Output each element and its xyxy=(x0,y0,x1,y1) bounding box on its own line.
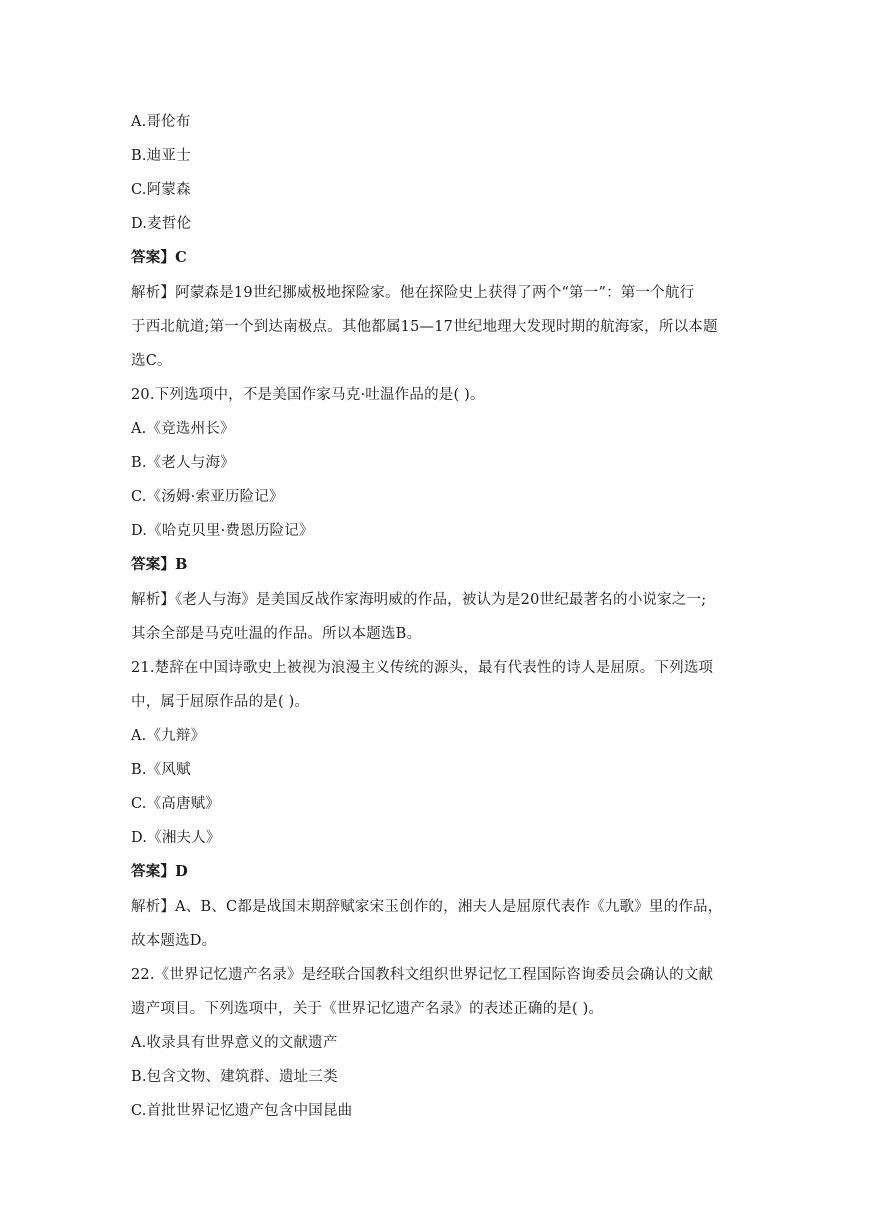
answer-label: 答案】B xyxy=(131,556,188,573)
answer-label: 答案】D xyxy=(131,863,188,880)
question-21: 21.楚辞在中国诗歌史上被视为浪漫主义传统的源头，最有代表性的诗人是屈原。下列选项 xyxy=(131,660,714,676)
option-b: B.包含文物、建筑群、遗址三类 xyxy=(131,1069,338,1085)
explanation-line: 选C。 xyxy=(131,353,172,369)
explanation-line: 其余全部是马克吐温的作品。所以本题选B。 xyxy=(131,626,422,642)
option-a: A.《竞选州长》 xyxy=(131,421,235,437)
question-20: 20.下列选项中，不是美国作家马克·吐温作品的是( )。 xyxy=(131,387,485,403)
option-c: C.首批世界记忆遗产包含中国昆曲 xyxy=(131,1103,353,1119)
question-22-cont: 遗产项目。下列选项中，关于《世界记忆遗产名录》的表述正确的是( )。 xyxy=(131,1001,604,1017)
explanation-line: 解析】A、B、C都是战国末期辞赋家宋玉创作的，湘夫人是屈原代表作《九歌》里的作品， xyxy=(131,899,723,915)
option-c: C.阿蒙森 xyxy=(131,182,191,198)
option-d: D.《湘夫人》 xyxy=(131,830,221,846)
option-c: C.《汤姆·索亚历险记》 xyxy=(131,489,284,505)
question-21-cont: 中，属于屈原作品的是( )。 xyxy=(131,694,310,710)
option-d: D.《哈克贝里·费恩历险记》 xyxy=(131,523,314,539)
question-22: 22.《世界记忆遗产名录》是经联合国教科文组织世界记忆工程国际咨询委员会确认的文献 xyxy=(131,967,714,983)
answer-label: 答案】C xyxy=(131,249,187,266)
explanation-line: 故本题选D。 xyxy=(131,933,217,949)
option-c: C.《高唐赋》 xyxy=(131,796,221,812)
explanation-line: 解析】阿蒙森是19世纪挪威极地探险家。他在探险史上获得了两个“第一”：第一个航行 xyxy=(131,285,695,301)
option-a: A.哥伦布 xyxy=(131,114,191,130)
option-b: B.《老人与海》 xyxy=(131,455,235,471)
option-d: D.麦哲伦 xyxy=(131,216,192,232)
option-b: B.《风赋 xyxy=(131,762,191,778)
explanation-line: 解析】《老人与海》是美国反战作家海明威的作品，被认为是20世纪最著名的小说家之一; xyxy=(131,592,707,608)
option-b: B.迪亚士 xyxy=(131,148,191,164)
explanation-line: 于西北航道;第一个到达南极点。其他都属15—17世纪地理大发现时期的航海家，所以本题 xyxy=(131,319,718,335)
option-a: A.《九辩》 xyxy=(131,728,206,744)
option-a: A.收录具有世界意义的文献遗产 xyxy=(131,1035,338,1051)
